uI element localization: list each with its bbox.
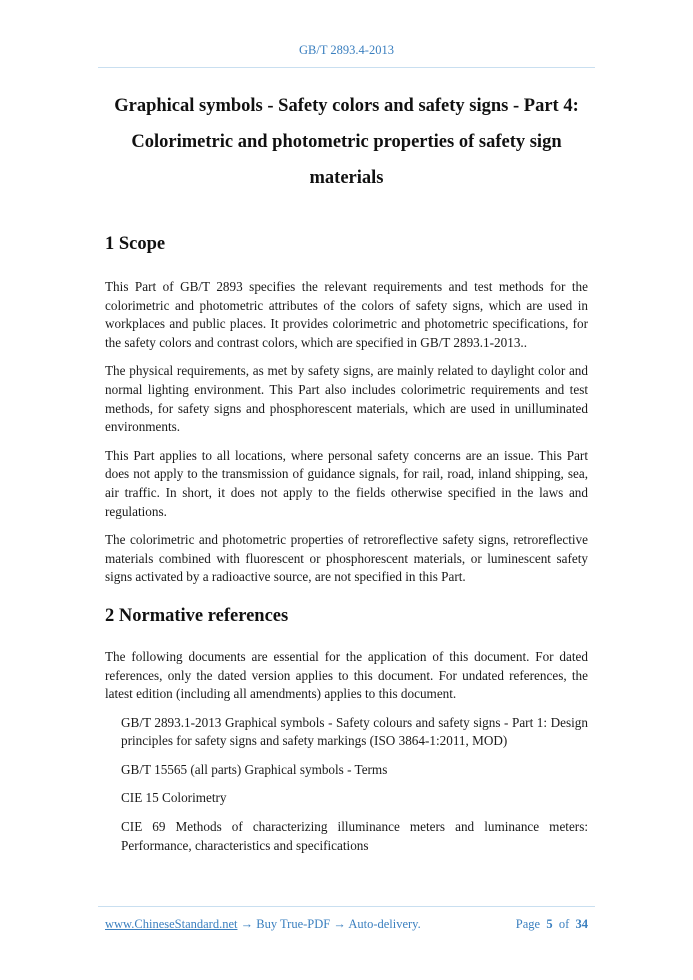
section-heading-scope: 1 Scope bbox=[105, 234, 166, 254]
auto-delivery-text: Auto-delivery. bbox=[348, 917, 421, 931]
document-body bbox=[105, 232, 588, 855]
reference-item: GB/T 2893.1-2013 Graphical symbols - Safety colours and safety signs - Part 1: Design principles for safety signs and safety markings (ISO 3864-1:2011, MOD) bbox=[121, 714, 588, 749]
page-label: Page bbox=[515, 917, 541, 931]
buy-pdf-text: Buy True-PDF bbox=[256, 917, 331, 931]
reference-item: CIE 15 Colorimetry bbox=[121, 790, 227, 806]
page-total: 34 bbox=[575, 917, 588, 931]
arrow-right-icon: → bbox=[240, 917, 254, 931]
references-intro-paragraph: The following documents are essential for the application of this document. For dated references, only the dated version applies to this document. For undated references, the latest edition (including all amendments) applies to this document. bbox=[105, 648, 588, 702]
document-title bbox=[98, 88, 595, 196]
section-scope bbox=[105, 232, 588, 587]
scope-paragraph-3: This Part applies to all locations, where personal safety concerns are an issue. This Part does not apply to the transmission of guidance signals, for rail, road, inland shipping, sea, air traffic. In short, it does not apply to the fields otherwise specified in the laws and regulations. bbox=[105, 447, 588, 519]
running-header: GB/T 2893.4-2013 bbox=[299, 43, 394, 57]
reference-item: CIE 69 Methods of characterizing illuminance meters and luminance meters: Performance, characteristics and specifications bbox=[121, 819, 588, 853]
title-line-2: Colorimetric and photometric properties of safety sign bbox=[131, 132, 562, 152]
header-divider bbox=[98, 67, 595, 68]
scope-paragraph-1: This Part of GB/T 2893 specifies the relevant requirements and test methods for the colorimetric and photometric attributes of the colors of safety signs, which are used in workplaces and public places. It provides colorimetric and photometric specifications, for the safety colors and contrast colors, which are specified in GB/T 2893.1-2013.. bbox=[105, 279, 588, 350]
chinesestandard-link[interactable]: www.ChineseStandard.net bbox=[105, 917, 238, 931]
title-line-3: materials bbox=[309, 168, 384, 188]
reference-item: GB/T 15565 (all parts) Graphical symbols - Terms bbox=[121, 761, 388, 777]
title-line-1: Graphical symbols - Safety colors and safety signs - Part 4: bbox=[114, 96, 579, 116]
section-normative-references bbox=[105, 604, 588, 855]
page-indicator bbox=[516, 917, 588, 932]
footer-divider bbox=[98, 906, 595, 907]
page-footer bbox=[105, 917, 588, 932]
scope-paragraph-4: The colorimetric and photometric properties of retroreflective safety signs, retroreflective materials combined with fluorescent or phosphorescent materials, or luminescent safety signs activated by a radioactive source, are not specified in this Part. bbox=[105, 532, 588, 585]
page-current: 5 bbox=[546, 917, 553, 931]
page-of-label: of bbox=[558, 917, 570, 931]
scope-paragraph-2: The physical requirements, as met by safety signs, are mainly related to daylight color and normal lighting environment. This Part also includes colorimetric requirements and test methods, for safety signs and phosphorescent materials, which are used in unilluminated environments. bbox=[105, 363, 588, 435]
section-heading-normative-references: 2 Normative references bbox=[105, 605, 289, 626]
arrow-right-icon: → bbox=[333, 917, 346, 931]
